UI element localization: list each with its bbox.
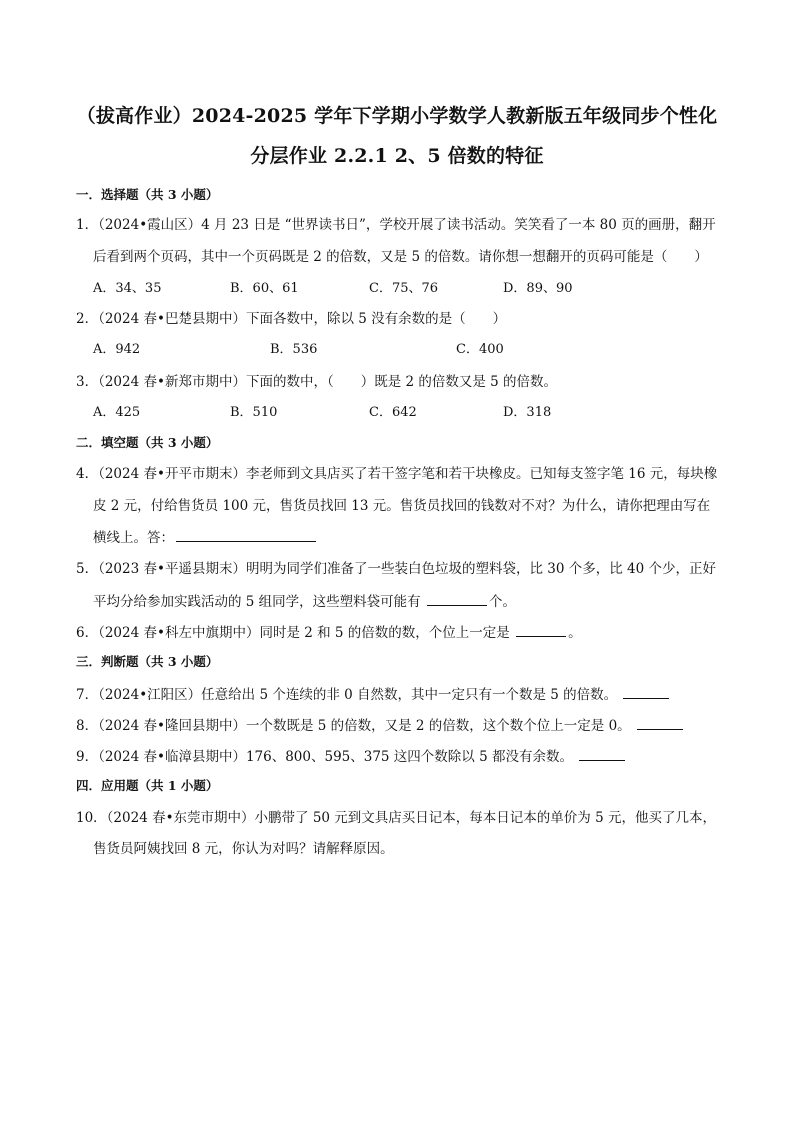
question-5-line2 bbox=[93, 592, 516, 611]
question-7-text: 7．（2024•江阳区）任意给出 5 个连续的非 0 自然数，其中一定只有一个数是 5 的倍数。 bbox=[76, 687, 622, 703]
question-1-option-a: A．34、35 bbox=[93, 281, 162, 296]
question-7-answer-blank[interactable] bbox=[623, 685, 669, 699]
section-heading-application: 四．应用题（共 1 小题） bbox=[76, 778, 219, 793]
question-1-line1: 1．（2024•霞山区）4 月 23 日是 “世界读书日”，学校开展了读书活动。笑笑看了一本 80 页的画册，翻开 bbox=[76, 217, 716, 233]
question-5-suffix: 个。 bbox=[488, 594, 516, 610]
question-2-option-b: B．536 bbox=[270, 342, 318, 357]
question-9-text: 9．（2024 春•临漳县期中）176、800、595、375 这四个数除以 5 都没有余数。 bbox=[76, 749, 578, 765]
question-4-answer-prefix: 横线上。答： bbox=[93, 530, 174, 546]
question-5-text: 平均分给参加实践活动的 5 组同学，这些塑料袋可能有 bbox=[93, 594, 425, 610]
question-4-line2: 皮 2 元，付给售货员 100 元，售货员找回 13 元。售货员找回的钱数对不对？为什么，请你把理由写在 bbox=[93, 498, 711, 514]
section-heading-fill: 二．填空题（共 3 小题） bbox=[76, 435, 219, 450]
question-2-option-c: C．400 bbox=[456, 342, 504, 357]
question-4-answer-blank[interactable] bbox=[176, 528, 316, 542]
question-6-answer-blank[interactable] bbox=[516, 623, 566, 637]
document-title-line1: （拔高作业）2024-2025 学年下学期小学数学人教新版五年级同步个性化 bbox=[76, 105, 718, 127]
question-8-answer-blank[interactable] bbox=[637, 716, 683, 730]
section-heading-choice: 一．选择题（共 3 小题） bbox=[76, 187, 219, 202]
question-2-option-a: A．942 bbox=[93, 342, 141, 357]
section-heading-judge: 三．判断题（共 3 小题） bbox=[76, 654, 219, 669]
question-3-option-d: D．318 bbox=[503, 405, 552, 420]
question-8-text: 8．（2024 春•隆回县期中）一个数既是 5 的倍数，又是 2 的倍数，这个数个位上一定是 0。 bbox=[76, 718, 635, 734]
question-8-line1 bbox=[76, 716, 685, 735]
question-1-option-d: D．89、90 bbox=[503, 281, 573, 296]
question-6-suffix: 。 bbox=[568, 625, 582, 641]
question-3-option-a: A．425 bbox=[93, 405, 141, 420]
question-6-text: 6．（2024 春•科左中旗期中）同时是 2 和 5 的倍数的数，个位上一定是 bbox=[76, 625, 515, 641]
question-3-line1: 3．（2024 春•新郑市期中）下面的数中，（ ）既是 2 的倍数又是 5 的倍数。 bbox=[76, 374, 558, 390]
question-9-line1 bbox=[76, 747, 627, 766]
question-9-answer-blank[interactable] bbox=[579, 747, 625, 761]
question-10-line2: 售货员阿姨找回 8 元，你认为对吗？请解释原因。 bbox=[93, 841, 394, 857]
question-5-answer-blank[interactable] bbox=[427, 592, 487, 606]
question-1-option-c: C．75、76 bbox=[369, 281, 439, 296]
question-10-line1: 10．（2024 春•东莞市期中）小鹏带了 50 元到文具店买日记本，每本日记本的单价为 5 元，他买了几本， bbox=[76, 810, 716, 826]
document-title-line2: 分层作业 2.2.1 2、5 倍数的特征 bbox=[250, 145, 544, 167]
question-4-line3 bbox=[93, 528, 318, 547]
question-7-line1 bbox=[76, 685, 671, 704]
question-6-line1 bbox=[76, 623, 582, 642]
question-1-option-b: B．60、61 bbox=[230, 281, 299, 296]
question-4-line1: 4．（2024 春•开平市期末）李老师到文具店买了若干签字笔和若干块橡皮。已知每支签字笔 16 元，每块橡 bbox=[76, 466, 718, 482]
question-3-option-b: B．510 bbox=[230, 405, 278, 420]
question-5-line1: 5．（2023 春•平遥县期末）明明为同学们准备了一些装白色垃圾的塑料袋，比 30 个多，比 40 个少，正好 bbox=[76, 561, 716, 577]
question-2-line1: 2．（2024 春•巴楚县期中）下面各数中，除以 5 没有余数的是（ ） bbox=[76, 311, 507, 327]
question-3-option-c: C．642 bbox=[369, 405, 417, 420]
question-1-line2: 后看到两个页码，其中一个页码既是 2 的倍数，又是 5 的倍数。请你想一想翻开的页码可能是（ ） bbox=[93, 249, 708, 265]
